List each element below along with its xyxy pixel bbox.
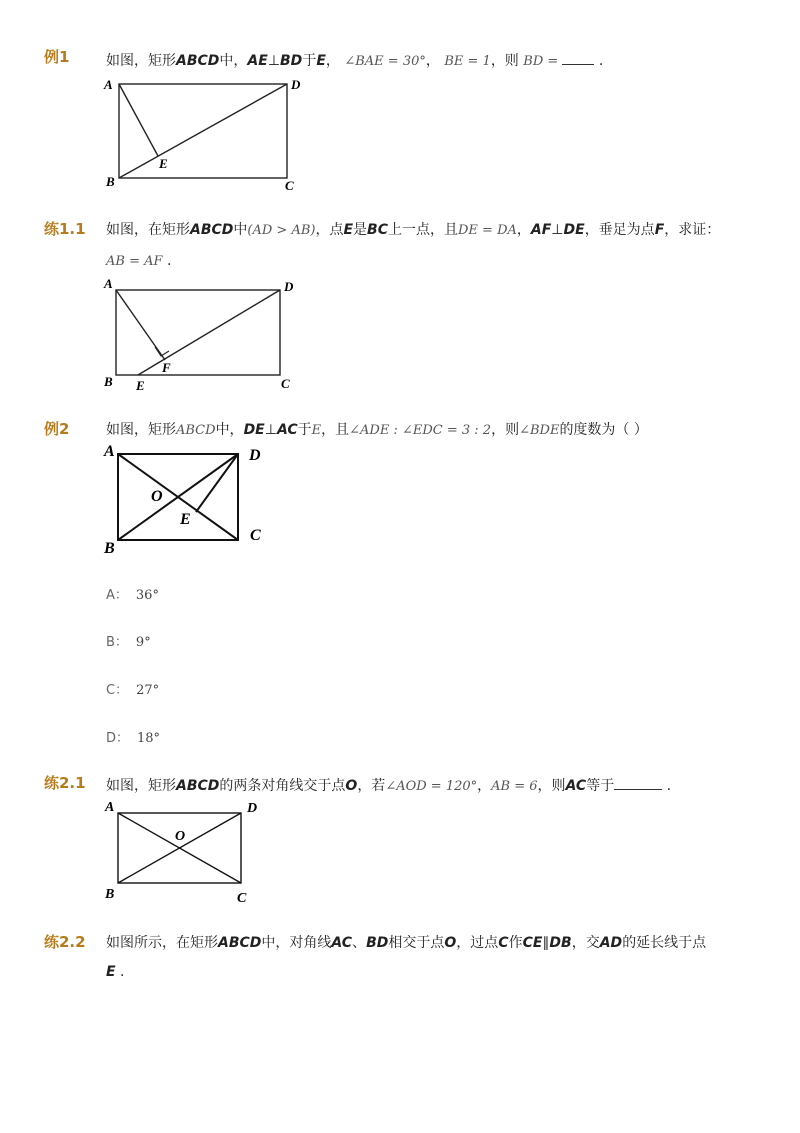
example-2-figure [100, 440, 280, 560]
segment-de [196, 454, 238, 512]
segment-de [138, 290, 280, 375]
practice-2-1-text: 如图，矩形ABCD的两条对角线交于点O，若∠AOD = 120°，AB = 6，则AC等于 . [106, 778, 672, 794]
vertex-a: A [104, 443, 115, 460]
vertex-a: A [104, 77, 113, 92]
vertex-b: B [105, 887, 115, 902]
practice-2-2-text-line2: E . [106, 964, 125, 980]
point-o: O [151, 488, 163, 505]
point-o: O [175, 829, 186, 844]
vertex-d: D [249, 447, 261, 464]
practice-1-1-text: 如图，在矩形ABCD中(AD > AB)，点E是BC上一点，且DE = DA，AF⊥DE，垂足为点F，求证： [106, 222, 721, 238]
vertex-b: B [106, 174, 115, 189]
option-b[interactable]: B： 9° [106, 635, 151, 650]
practice-1-1-figure [100, 276, 310, 396]
vertex-d: D [291, 77, 301, 92]
example-1-label: 例1 [44, 48, 70, 66]
point-f: F [162, 360, 171, 375]
practice-1-1-text-line2: AB = AF . [106, 253, 172, 269]
vertex-c: C [250, 527, 261, 544]
segment-af [116, 290, 165, 360]
answer-blank [562, 64, 594, 65]
option-d[interactable]: D： 18° [106, 731, 161, 746]
example-1-text: 如图，矩形ABCD中，AE⊥BD于E， ∠BAE = 30°， BE = 1，则 BD = . [106, 53, 604, 69]
practice-2-2-label: 练2.2 [44, 933, 86, 951]
practice-2-1-figure [100, 796, 270, 908]
practice-2-1-label: 练2.1 [44, 774, 86, 792]
vertex-b: B [104, 540, 115, 557]
vertex-a: A [104, 276, 113, 291]
vertex-c: C [285, 178, 294, 193]
example-1-figure [100, 72, 310, 196]
answer-blank [614, 789, 662, 790]
vertex-c: C [237, 891, 247, 906]
vertex-c: C [281, 376, 290, 391]
vertex-d: D [247, 801, 258, 816]
example-2-label: 例2 [44, 420, 70, 438]
vertex-b: B [104, 374, 113, 389]
segment-ae [119, 84, 158, 156]
option-c[interactable]: C： 27° [106, 683, 160, 698]
option-a[interactable]: A： 36° [106, 588, 159, 603]
point-e: E [136, 378, 145, 393]
vertex-a: A [105, 800, 115, 815]
practice-1-1-label: 练1.1 [44, 220, 86, 238]
example-2-text: 如图，矩形ABCD中，DE⊥AC于E，且∠ADE : ∠EDC = 3 : 2，则∠BDE的度数为（ ） [106, 422, 648, 438]
point-e: E [159, 156, 168, 171]
practice-2-2-text: 如图所示，在矩形ABCD中，对角线AC、BD相交于点O，过点C作CE∥DB，交AD的延长线于点 [106, 935, 707, 951]
rectangle-abcd [116, 290, 280, 375]
point-e: E [180, 511, 191, 528]
vertex-d: D [284, 279, 294, 294]
